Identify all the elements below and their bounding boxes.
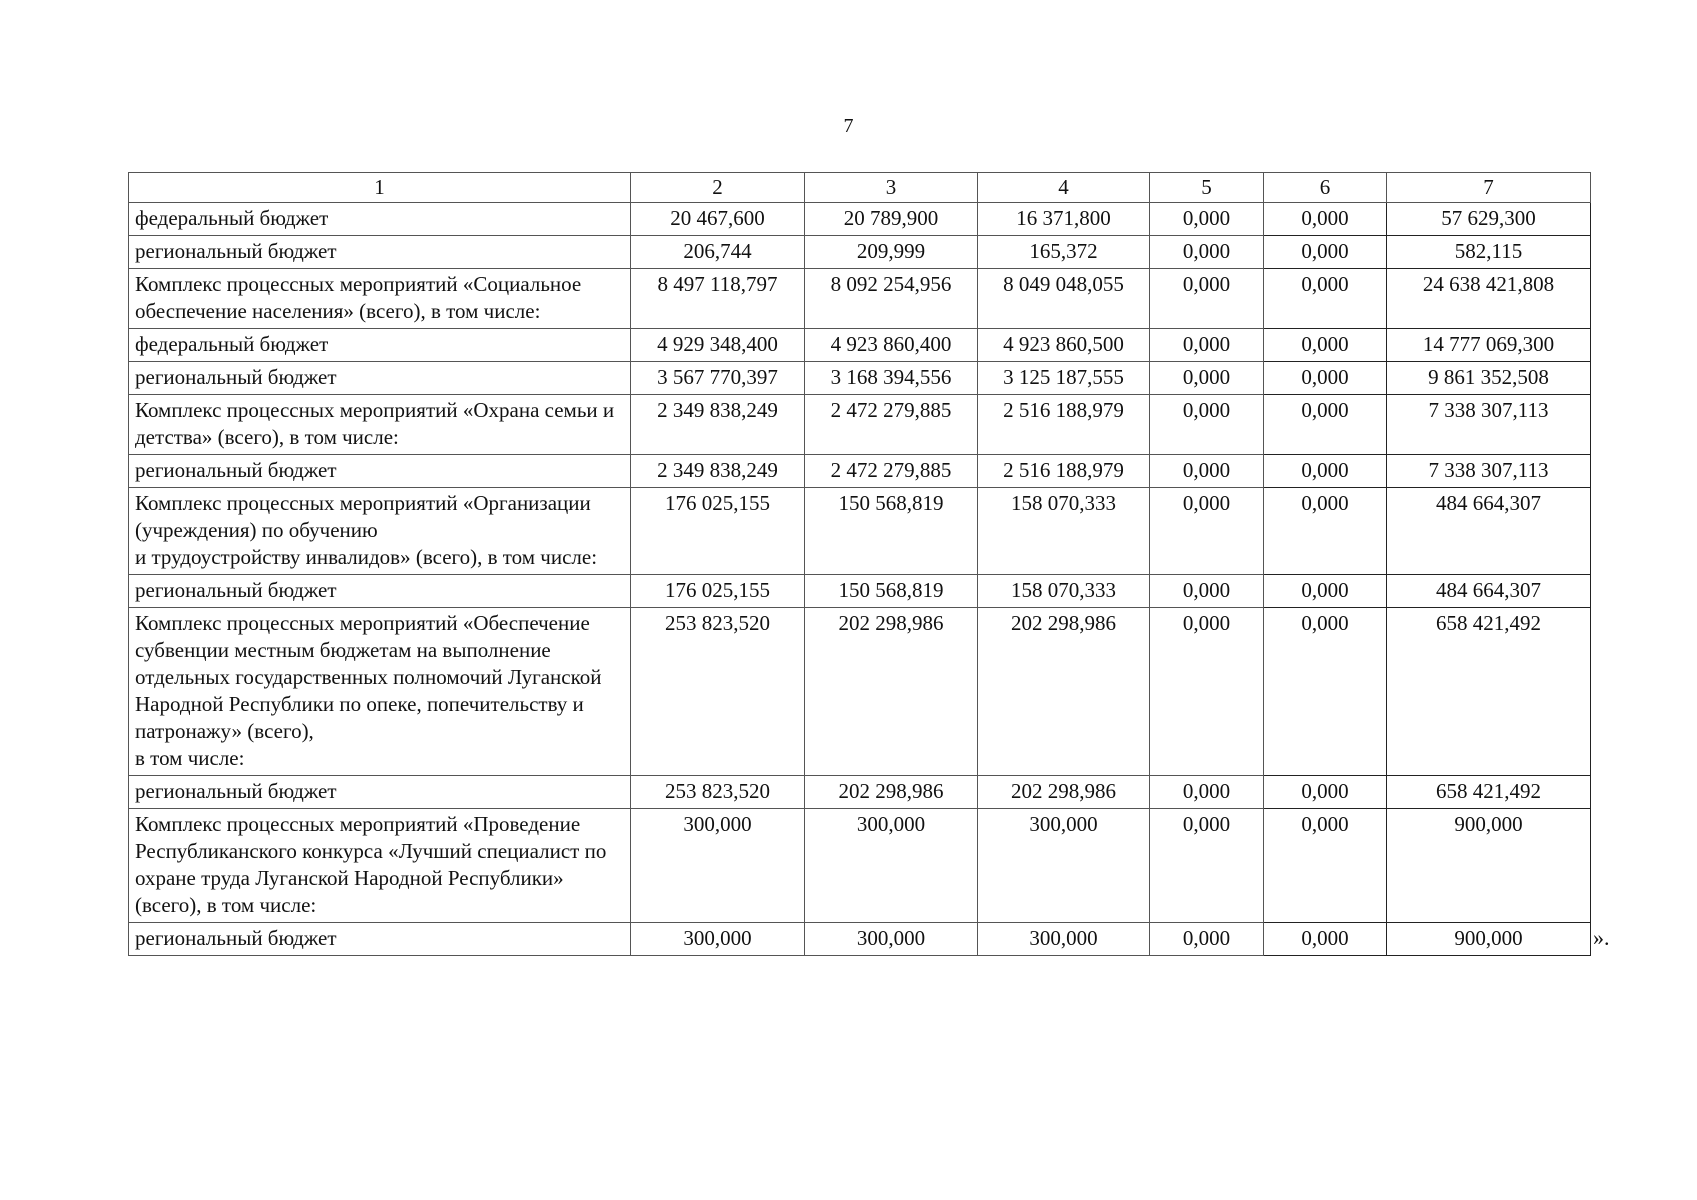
value-cell-col-3: 8 092 254,956: [805, 269, 978, 329]
row-label-cell: Комплекс процессных мероприятий «Обеспечение субвенции местным бюджетам на выполнение отдельных государственных полномочий Луганской Народной Республики по опеке, попечительству и патронажу» (всего), в том числе:: [129, 608, 631, 776]
row-label-cell: федеральный бюджет: [129, 203, 631, 236]
value-cell-col-5: 0,000: [1150, 809, 1264, 923]
value-cell-col-6: 0,000: [1264, 203, 1387, 236]
table-row: [129, 203, 1591, 236]
table-row: [129, 608, 1591, 776]
value-cell-col-6: 0,000: [1264, 395, 1387, 455]
value-cell-col-3: 150 568,819: [805, 575, 978, 608]
header-cell: 7: [1387, 173, 1591, 203]
value-cell-col-3: 209,999: [805, 236, 978, 269]
value-cell-col-5: 0,000: [1150, 776, 1264, 809]
value-cell-col-4: 202 298,986: [978, 776, 1150, 809]
value-cell-col-5: 0,000: [1150, 455, 1264, 488]
value-cell-col-2: 3 567 770,397: [631, 362, 805, 395]
value-cell-col-4: 300,000: [978, 923, 1150, 956]
value-cell-col-6: 0,000: [1264, 809, 1387, 923]
table-header-row: [129, 173, 1591, 203]
table-row: [129, 488, 1591, 575]
value-cell-col-2: 8 497 118,797: [631, 269, 805, 329]
header-cell: 4: [978, 173, 1150, 203]
value-cell-col-2: 2 349 838,249: [631, 455, 805, 488]
row-label-cell: региональный бюджет: [129, 362, 631, 395]
value-cell-col-7: 7 338 307,113: [1387, 455, 1591, 488]
value-cell-col-4: 2 516 188,979: [978, 395, 1150, 455]
row-label-cell: региональный бюджет: [129, 236, 631, 269]
value-cell-col-7: 484 664,307: [1387, 575, 1591, 608]
table-row: [129, 809, 1591, 923]
row-label-cell: федеральный бюджет: [129, 329, 631, 362]
value-cell-col-2: 253 823,520: [631, 776, 805, 809]
value-cell-col-2: 2 349 838,249: [631, 395, 805, 455]
value-cell-col-7: 24 638 421,808: [1387, 269, 1591, 329]
value-cell-col-2: 206,744: [631, 236, 805, 269]
header-cell: 2: [631, 173, 805, 203]
value-cell-col-7: 9 861 352,508: [1387, 362, 1591, 395]
table-row: [129, 395, 1591, 455]
table-row: [129, 455, 1591, 488]
value-cell-col-6: 0,000: [1264, 488, 1387, 575]
value-cell-col-6: 0,000: [1264, 455, 1387, 488]
value-cell-col-7: 900,000: [1387, 923, 1591, 956]
value-cell-col-5: 0,000: [1150, 923, 1264, 956]
value-cell-col-6: 0,000: [1264, 608, 1387, 776]
value-cell-col-4: 8 049 048,055: [978, 269, 1150, 329]
row-label-cell: Комплекс процессных мероприятий «Социальное обеспечение населения» (всего), в том числе:: [129, 269, 631, 329]
value-cell-col-5: 0,000: [1150, 608, 1264, 776]
value-cell-col-7: 658 421,492: [1387, 608, 1591, 776]
value-cell-col-6: 0,000: [1264, 575, 1387, 608]
table-row: [129, 362, 1591, 395]
value-cell-col-3: 2 472 279,885: [805, 455, 978, 488]
value-cell-col-2: 176 025,155: [631, 575, 805, 608]
value-cell-col-7: 582,115: [1387, 236, 1591, 269]
value-cell-col-5: 0,000: [1150, 362, 1264, 395]
value-cell-col-2: 300,000: [631, 809, 805, 923]
value-cell-col-6: 0,000: [1264, 329, 1387, 362]
value-cell-col-4: 16 371,800: [978, 203, 1150, 236]
value-cell-col-2: 253 823,520: [631, 608, 805, 776]
header-cell: 3: [805, 173, 978, 203]
value-cell-col-2: 4 929 348,400: [631, 329, 805, 362]
value-cell-col-6: 0,000: [1264, 362, 1387, 395]
budget-table: [128, 172, 1591, 956]
row-label-cell: Комплекс процессных мероприятий «Охрана семьи и детства» (всего), в том числе:: [129, 395, 631, 455]
value-cell-col-5: 0,000: [1150, 488, 1264, 575]
table-body: [129, 173, 1591, 956]
table-row: [129, 776, 1591, 809]
header-cell: 1: [129, 173, 631, 203]
value-cell-col-4: 2 516 188,979: [978, 455, 1150, 488]
value-cell-col-3: 2 472 279,885: [805, 395, 978, 455]
value-cell-col-4: 300,000: [978, 809, 1150, 923]
row-label-cell: Комплекс процессных мероприятий «Проведение Республиканского конкурса «Лучший специалист по охране труда Луганской Народной Республики» (всего), в том числе:: [129, 809, 631, 923]
value-cell-col-6: 0,000: [1264, 236, 1387, 269]
value-cell-col-5: 0,000: [1150, 236, 1264, 269]
value-cell-col-4: 3 125 187,555: [978, 362, 1150, 395]
value-cell-col-4: 165,372: [978, 236, 1150, 269]
page-number: 7: [843, 115, 854, 137]
value-cell-col-4: 158 070,333: [978, 575, 1150, 608]
value-cell-col-2: 300,000: [631, 923, 805, 956]
row-label-cell: региональный бюджет: [129, 455, 631, 488]
row-label-cell: региональный бюджет: [129, 575, 631, 608]
value-cell-col-7: 900,000: [1387, 809, 1591, 923]
table-row: [129, 575, 1591, 608]
row-label-cell: региональный бюджет: [129, 776, 631, 809]
value-cell-col-6: 0,000: [1264, 776, 1387, 809]
value-cell-col-2: 20 467,600: [631, 203, 805, 236]
value-cell-col-6: 0,000: [1264, 923, 1387, 956]
value-cell-col-4: 158 070,333: [978, 488, 1150, 575]
value-cell-col-2: 176 025,155: [631, 488, 805, 575]
table-row: [129, 236, 1591, 269]
table-row: [129, 923, 1591, 956]
value-cell-col-7: 14 777 069,300: [1387, 329, 1591, 362]
value-cell-col-5: 0,000: [1150, 329, 1264, 362]
value-cell-col-3: 20 789,900: [805, 203, 978, 236]
value-cell-col-3: 3 168 394,556: [805, 362, 978, 395]
value-cell-col-6: 0,000: [1264, 269, 1387, 329]
value-cell-col-7: 658 421,492: [1387, 776, 1591, 809]
value-cell-col-3: 202 298,986: [805, 776, 978, 809]
value-cell-col-3: 150 568,819: [805, 488, 978, 575]
value-cell-col-3: 300,000: [805, 809, 978, 923]
value-cell-col-7: 484 664,307: [1387, 488, 1591, 575]
value-cell-col-3: 300,000: [805, 923, 978, 956]
value-cell-col-4: 4 923 860,500: [978, 329, 1150, 362]
value-cell-col-5: 0,000: [1150, 575, 1264, 608]
value-cell-col-7: 57 629,300: [1387, 203, 1591, 236]
row-label-cell: Комплекс процессных мероприятий «Организации (учреждения) по обучению и трудоустройству инвалидов» (всего), в том числе:: [129, 488, 631, 575]
table-row: [129, 269, 1591, 329]
row-label-cell: региональный бюджет: [129, 923, 631, 956]
header-cell: 6: [1264, 173, 1387, 203]
value-cell-col-5: 0,000: [1150, 269, 1264, 329]
value-cell-col-4: 202 298,986: [978, 608, 1150, 776]
value-cell-col-5: 0,000: [1150, 203, 1264, 236]
closing-quote-mark: ».: [1593, 925, 1610, 950]
header-cell: 5: [1150, 173, 1264, 203]
table-row: [129, 329, 1591, 362]
value-cell-col-3: 202 298,986: [805, 608, 978, 776]
value-cell-col-3: 4 923 860,400: [805, 329, 978, 362]
value-cell-col-7: 7 338 307,113: [1387, 395, 1591, 455]
value-cell-col-5: 0,000: [1150, 395, 1264, 455]
